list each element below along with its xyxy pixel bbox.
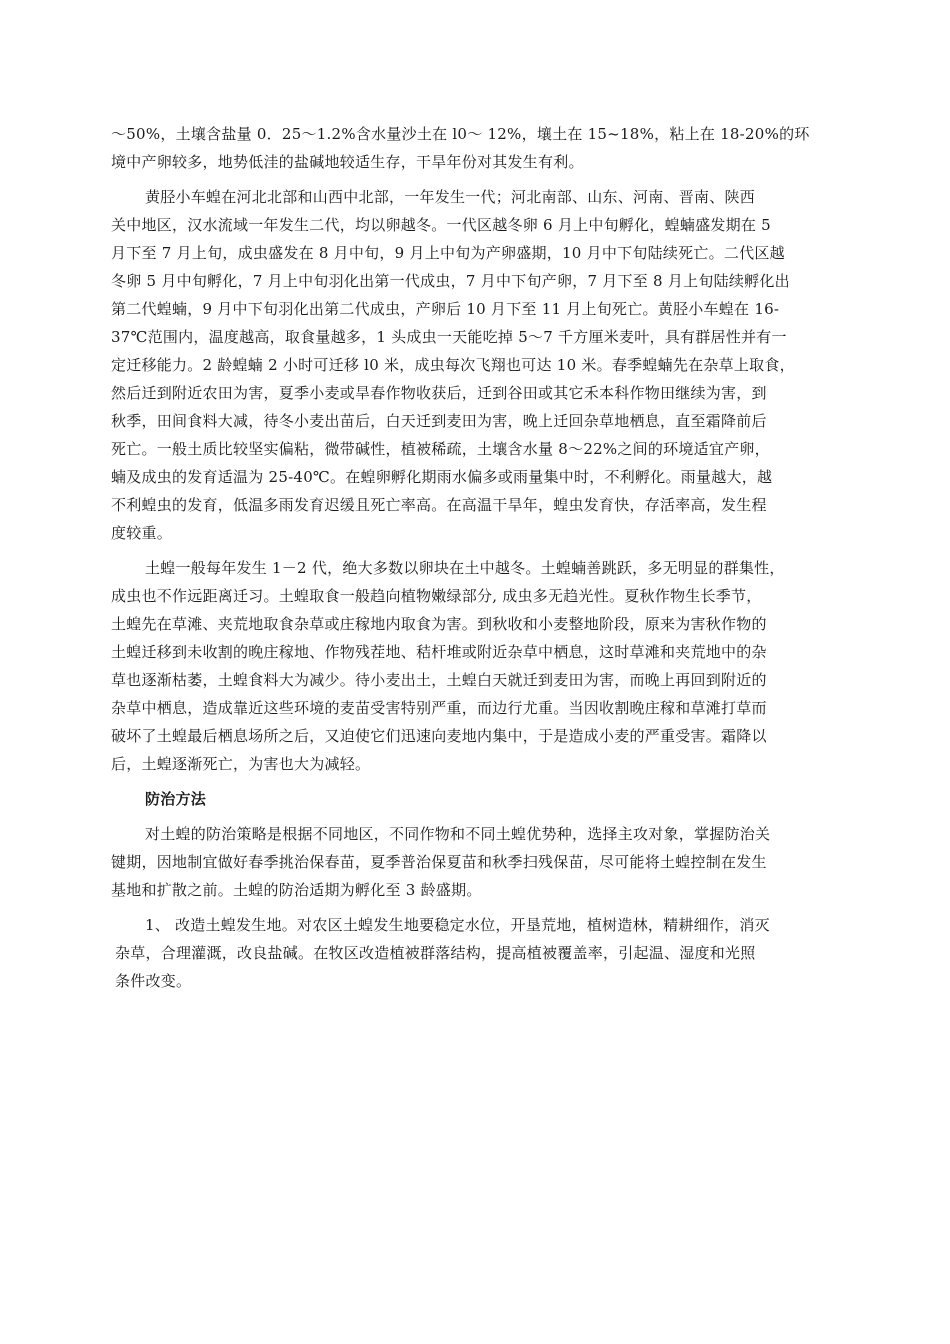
text-line: 度较重。	[111, 524, 173, 542]
text-line: 1、 改造土蝗发生地。对农区土蝗发生地要稳定水位，开垦荒地，植树造林，精耕细作，消灭	[145, 916, 770, 934]
paragraph-soil-conditions	[111, 120, 835, 176]
text-line: 境中产卵较多，地势低洼的盐碱地较适生存，干旱年份对其发生有利。	[111, 153, 584, 171]
text-line: ～50%，土壤含盐量 0．25～1.2%含水量沙土在 l0～ 12%，壤土在 15~18%，粘上在 18-20%的环	[111, 125, 810, 143]
text-line: 土蝗先在草滩、夹荒地取食杂草或庄稼地内取食为害。到秋收和小麦整地阶段，原来为害秋作物的	[111, 615, 767, 633]
text-line: 土蝗一般每年发生 1－2 代，绝大多数以卵块在土中越冬。土蝗蝻善跳跃，多无明显的群集性，	[145, 559, 785, 577]
text-line: 死亡。一般土质比较坚实偏粘，微带碱性，植被稀疏，土壤含水量 8～22%之间的环境适宜产卵，	[111, 440, 770, 458]
text-line: 对土蝗的防治策略是根据不同地区，不同作物和不同土蝗优势种，选择主攻对象，掌握防治关	[145, 825, 771, 843]
document-page	[111, 120, 835, 995]
text-line: 后，土蝗逐渐死亡，为害也大为减轻。	[111, 755, 371, 773]
text-line: 破坏了土蝗最后栖息场所之后，又迫使它们迅速向麦地内集中，于是造成小麦的严重受害。霜降以	[111, 727, 767, 745]
text-line: 秋季，田间食料大减，待冬小麦出苗后，白天迁到麦田为害，晚上迁回杂草地栖息，直至霜降前后	[111, 412, 767, 430]
text-line: 条件改变。	[115, 972, 192, 990]
text-line: 杂草，合理灌溉，改良盐碱。在牧区改造植被群落结构，提高植被覆盖率，引起温、湿度和光照	[115, 944, 756, 962]
text-line: 草也逐渐枯萎，土蝗食料大为减少。待小麦出土，土蝗白天就迁到麦田为害，而晚上再回到附近的	[111, 671, 767, 689]
list-item-habitat-improvement	[111, 911, 835, 995]
text-line: 关中地区，汉水流域一年发生二代，均以卵越冬。一代区越冬卵 6 月上中旬孵化，蝗蝻盛发期在 5	[111, 216, 771, 234]
text-line: 蝻及成虫的发育适温为 25-40℃。在蝗卵孵化期雨水偏多或雨量集中时，不利孵化。雨量越大，越	[111, 468, 773, 486]
paragraph-huangjing-locust	[111, 183, 835, 547]
text-line: 杂草中栖息，造成靠近这些环境的麦苗受害特别严重，而边行尤重。当因收割晚庄稼和草滩打草而	[111, 699, 767, 717]
text-line: 不利蝗虫的发育，低温多雨发育迟缓且死亡率高。在高温干旱年，蝗虫发育快，存活率高，发生程	[111, 496, 767, 514]
text-line: 然后迁到附近农田为害，夏季小麦或旱春作物收获后，迁到谷田或其它禾本科作物田继续为害，到	[111, 384, 767, 402]
text-line: 37℃范围内，温度越高，取食量越多，1 头成虫一天能吃掉 5～7 千方厘米麦叶，具有群居性并有一	[111, 328, 787, 346]
text-line: 第二代蝗蝻，9 月中下旬羽化出第二代成虫，产卵后 10 月下至 11 月上旬死亡。黄胫小车蝗在 16-	[111, 300, 780, 318]
text-line: 土蝗迁移到未收割的晚庄稼地、作物残茬地、秸杆堆或附近杂草中栖息，这时草滩和夹荒地中的杂	[111, 643, 767, 661]
text-line: 定迁移能力。2 龄蝗蝻 2 小时可迁移 l0 米，成虫每次飞翔也可达 10 米。春季蝗蝻先在杂草上取食，	[111, 356, 795, 374]
text-line: 键期，因地制宜做好春季挑治保春苗，夏季普治保夏苗和秋季扫残保苗，尽可能将土蝗控制在发生	[111, 853, 767, 871]
text-line: 黄胫小车蝗在河北北部和山西中北部，一年发生一代；河北南部、山东、河南、晋南、陕西	[145, 188, 756, 206]
text-line: 冬卵 5 月中旬孵化，7 月上中旬羽化出第一代成虫，7 月中下旬产卵，7 月下至 8 月上旬陆续孵化出	[111, 272, 790, 290]
section-heading: 防治方法	[145, 790, 207, 808]
text-line: 成虫也不作远距离迁习。土蝗取食一般趋向植物嫩绿部分, 成虫多无趋光性。夏秋作物生长季节，	[111, 587, 762, 605]
paragraph-control-strategy	[111, 820, 835, 904]
text-line: 月下至 7 月上旬，成虫盛发在 8 月中旬，9 月上中旬为产卵盛期，10 月中下旬陆续死亡。二代区越	[111, 244, 785, 262]
paragraph-tuhuang-locust	[111, 554, 835, 778]
text-line: 基地和扩散之前。土蝗的防治适期为孵化至 3 龄盛期。	[111, 881, 482, 899]
